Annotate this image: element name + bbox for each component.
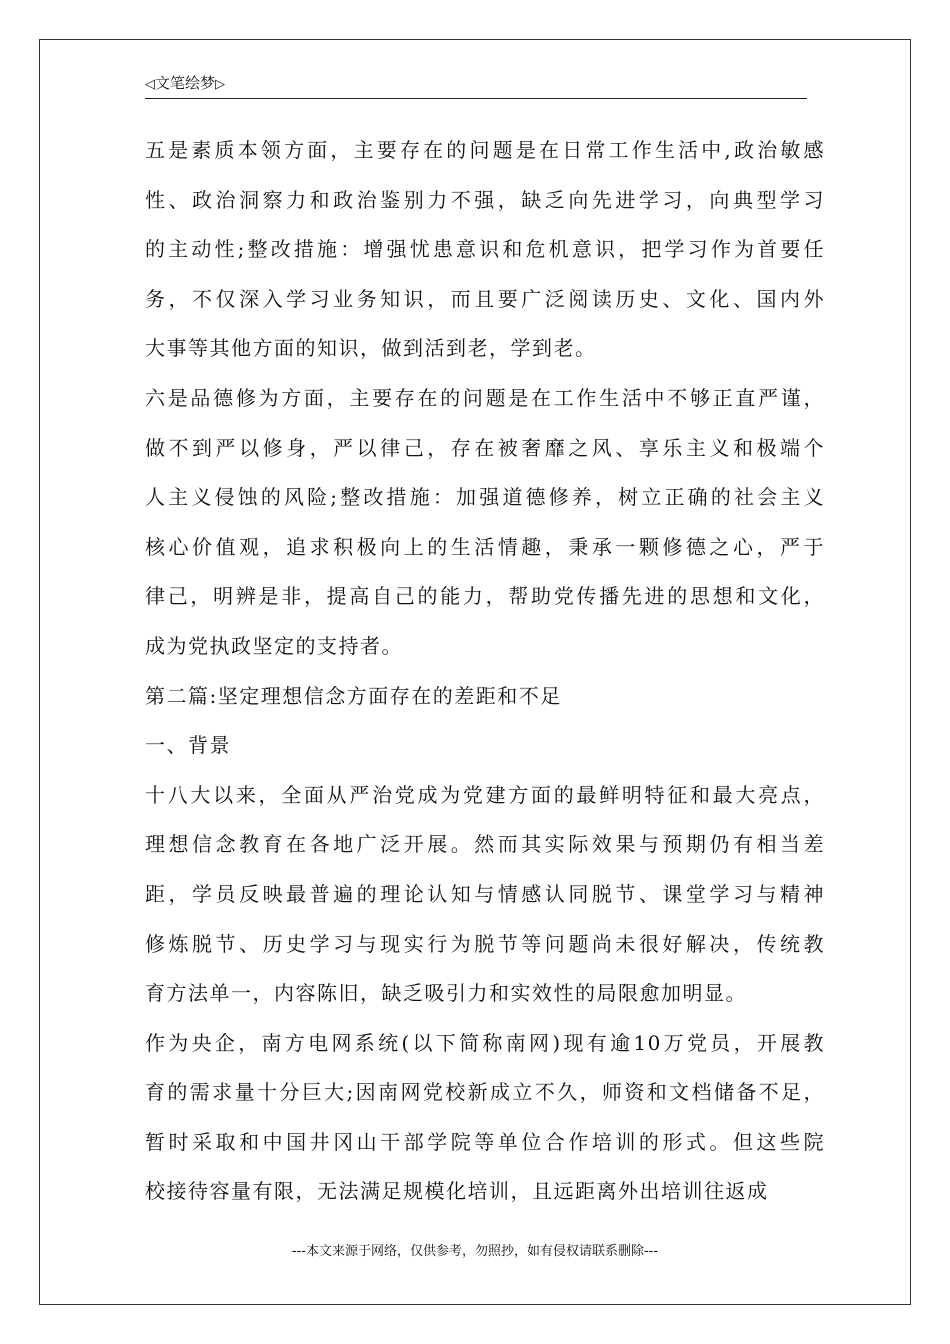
text-line: 距，学员反映最普遍的理论认知与情感认同脱节、课堂学习与精神	[145, 881, 825, 906]
text-line: 核心价值观，追求积极向上的生活情趣，秉承一颗修德之心，严于	[145, 534, 825, 559]
text-line: 性、政治洞察力和政治鉴别力不强，缺乏向先进学习，向典型学习	[145, 187, 825, 212]
text-line: 育的需求量十分巨大;因南网党校新成立不久，师资和文档储备不足，	[145, 1080, 825, 1105]
text-line: 人主义侵蚀的风险;整改措施：加强道德修养，树立正确的社会主义	[145, 485, 825, 510]
text-line: 务，不仅深入学习业务知识，而且要广泛阅读历史、文化、国内外	[145, 286, 825, 311]
text-line: 成为党执政坚定的支持者。	[145, 633, 403, 658]
text-line: 校接待容量有限，无法满足规模化培训，且远距离外出培训往返成	[145, 1179, 769, 1204]
text-line: 一、背景	[145, 733, 231, 758]
page-header	[145, 72, 807, 99]
text-line: 做不到严以修身，严以律己，存在被奢靡之风、享乐主义和极端个	[145, 435, 825, 460]
page-footer: ---本文来源于网络，仅供参考，勿照抄，如有侵权请联系删除---	[291, 1244, 659, 1259]
right-triangle-icon: ▷	[215, 77, 226, 92]
paragraph	[145, 126, 825, 374]
text-line: 大事等其他方面的知识，做到活到老，学到老。	[145, 336, 597, 361]
text-line: 作为央企，南方电网系统(以下简称南网)现有逾10万党员，开展教	[145, 1030, 825, 1055]
paragraph	[145, 1019, 825, 1217]
document-body	[145, 126, 825, 1217]
text-line: 十八大以来，全面从严治党成为党建方面的最鲜明特征和最大亮点，	[145, 782, 825, 807]
text-line: 暂时采取和中国井冈山干部学院等单位合作培训的形式。但这些院	[145, 1129, 825, 1154]
text-line: 育方法单一，内容陈旧，缺乏吸引力和实效性的局限愈加明显。	[145, 981, 747, 1006]
text-line: 理想信念教育在各地广泛开展。然而其实际效果与预期仍有相当差	[145, 832, 825, 857]
left-triangle-icon: ◁	[145, 77, 155, 92]
text-line: 律己，明辨是非，提高自己的能力，帮助党传播先进的思想和文化，	[145, 584, 825, 609]
text-line: 六是品德修为方面，主要存在的问题是在工作生活中不够正直严谨，	[145, 385, 825, 410]
header-title: 文笔绘梦	[155, 74, 216, 92]
paragraph	[145, 721, 825, 771]
text-line: 五是素质本领方面，主要存在的问题是在日常工作生活中,政治敏感	[145, 138, 825, 162]
text-line: 的主动性;整改措施：增强忧患意识和危机意识，把学习作为首要任	[145, 237, 825, 262]
text-line: 修炼脱节、历史学习与现实行为脱节等问题尚未很好解决，传统教	[145, 931, 825, 956]
text-line: 第二篇:坚定理想信念方面存在的差距和不足	[145, 683, 562, 708]
paragraph	[145, 771, 825, 1019]
paragraph	[145, 672, 825, 722]
paragraph	[145, 374, 825, 672]
